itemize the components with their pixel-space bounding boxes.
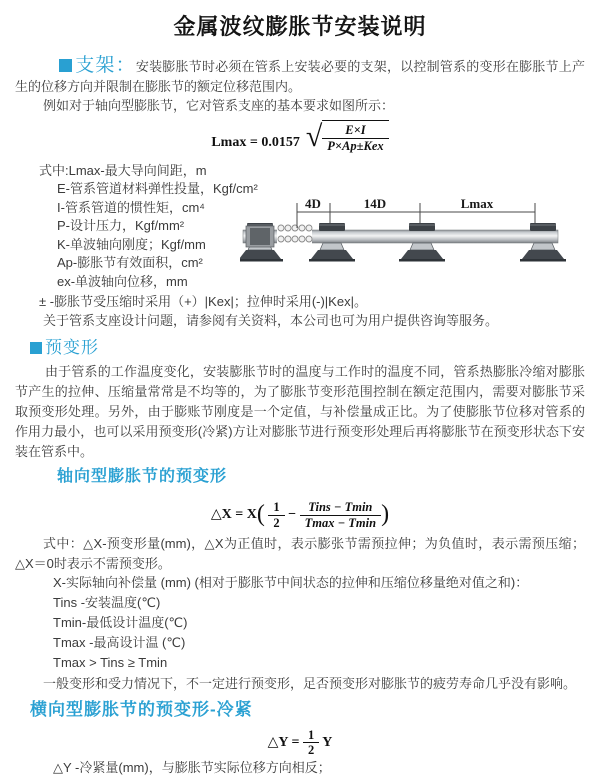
definition-item: Ap-膨胀节有效面积，cm² <box>57 255 203 271</box>
sqrt-expression <box>306 120 389 154</box>
radical-sign: √ <box>305 120 323 154</box>
subsection-heading-lateral: 横向型膨胀节的预变形-冷紧 <box>30 699 253 719</box>
support-intro-text: 安装膨胀节时必须在管系上安装必要的支架，以控制管系的变形在膨胀节上产生的位移方向并限制在膨胀节的额定位移范围内。 <box>15 59 585 94</box>
formula-delta-x <box>0 496 600 532</box>
close-paren: ) <box>381 501 390 528</box>
section-heading-support <box>59 55 136 76</box>
definition-item: E-管系管道材料弹性投量，Kgf/cm² <box>57 181 258 197</box>
formula-lmax-fraction <box>322 120 388 154</box>
formula-lmax <box>0 120 600 158</box>
support-intro-paragraph <box>15 56 585 96</box>
axial-note-paragraph: 式中：△X-预变形量(mm)，△X为正值时，表示膨张节需预拉伸；为负值时，表示需预压缩；△X＝0时表示不需预变形。 <box>15 536 585 571</box>
section-square-icon <box>30 342 42 354</box>
dimension-label-14d: 14D <box>363 196 387 211</box>
formula-lmax-denominator: P×Ap±Kex <box>327 138 384 153</box>
axial-note-line: Tmax -最高设计温 (℃) <box>53 634 186 650</box>
dimension-label-4d: 4D <box>305 196 321 211</box>
axial-note-line: Tins -安装温度(℃) <box>53 595 161 611</box>
plus-minus-note: ± -膨胀节受压缩时采用（+）|Kex|；拉伸时采用(-)|Kex|。 <box>39 293 367 309</box>
support-heading-text: 支架： <box>75 55 136 76</box>
bellows-icon <box>277 222 312 245</box>
definition-item: P-设计压力，Kgf/mm² <box>57 218 185 234</box>
support-example-line: 例如对于轴向型膨胀节，它对管系支座的基本要求如图所示： <box>43 98 395 113</box>
open-paren: ( <box>256 501 265 528</box>
formula-lmax-lhs: Lmax = 0.0157 <box>211 134 300 150</box>
pipe-support-diagram <box>240 192 570 272</box>
temperature-fraction: $\frac{\text{Tins − Tmin}}{Tmax - Tmin}$ <box>300 500 381 530</box>
axial-note-line: X-实际轴向补偿量 (mm) (相对于膨胀节中间状态的拉伸和压缩位移量绝对值之和)： <box>53 575 529 591</box>
minus-sign: − <box>288 507 297 523</box>
formula-dy-rhs: Y <box>322 735 333 751</box>
definition-item: ex-单波轴向位移，mm <box>57 274 188 290</box>
consulting-note: 关于管系支座设计问题，请参阅有关资料，本公司也可为用户提供咨询等服务。 <box>43 313 499 329</box>
axial-note-paragraph: 一般变形和受力情况下，不一定进行预变形，足否预变形对膨胀节的疲劳寿命几乎没有影响。 <box>43 676 577 692</box>
definition-item: 式中:Lmax-最大导向间距，m <box>39 162 207 178</box>
dimension-label-lmax: Lmax <box>460 196 494 211</box>
formula-dx-lhs: △X = X <box>210 507 257 523</box>
preform-body-paragraph: 由于管系的工作温度变化，安装膨胀节时的温度与工作时的温度不同，管系热膨胀冷缩对膨胀节产生的拉伸、压缩量常常是不均等的，为了膨胀节变形范围控制在额定范围内，需要对膨胀节采取预变形处理。另外，由于膨账节刚度是一个定值，与补偿量成正比。为了使膨胀节位移对管系的作用力最小，也可以采用预变形(冷紧)方让对膨胀节进行预变形处理后再将膨胀节在预变形状态下安装在管系中。 <box>15 364 585 460</box>
definition-item: K-单波轴向刚度；Kgf/mm <box>57 236 206 252</box>
preform-heading-text: 预变形 <box>45 338 99 358</box>
axial-note-line: Tmin-最低设计温度(℃) <box>53 615 188 631</box>
formula-lmax-numerator: E×I <box>322 123 388 139</box>
one-half-fraction: $\frac{1}{2}$ <box>268 500 284 530</box>
formula-dy-lhs: △Y = <box>267 735 300 751</box>
definition-item: I-管系管道的惯性矩，cm⁴ <box>57 199 205 215</box>
axial-note-line: Tmax > Tins ≥ Tmin <box>53 654 168 670</box>
section-square-icon <box>59 59 72 72</box>
one-half-fraction: $\frac{1}{2}$ <box>303 728 319 758</box>
section-heading-preform <box>30 336 600 360</box>
lateral-note-line: △Y -冷紧量(mm)，与膨胀节实际位移方向相反； <box>53 759 331 775</box>
page-title: 金属波纹膨胀节安装说明 <box>173 14 427 39</box>
subsection-heading-axial: 轴向型膨胀节的预变形 <box>57 468 228 486</box>
formula-delta-y <box>0 728 600 758</box>
